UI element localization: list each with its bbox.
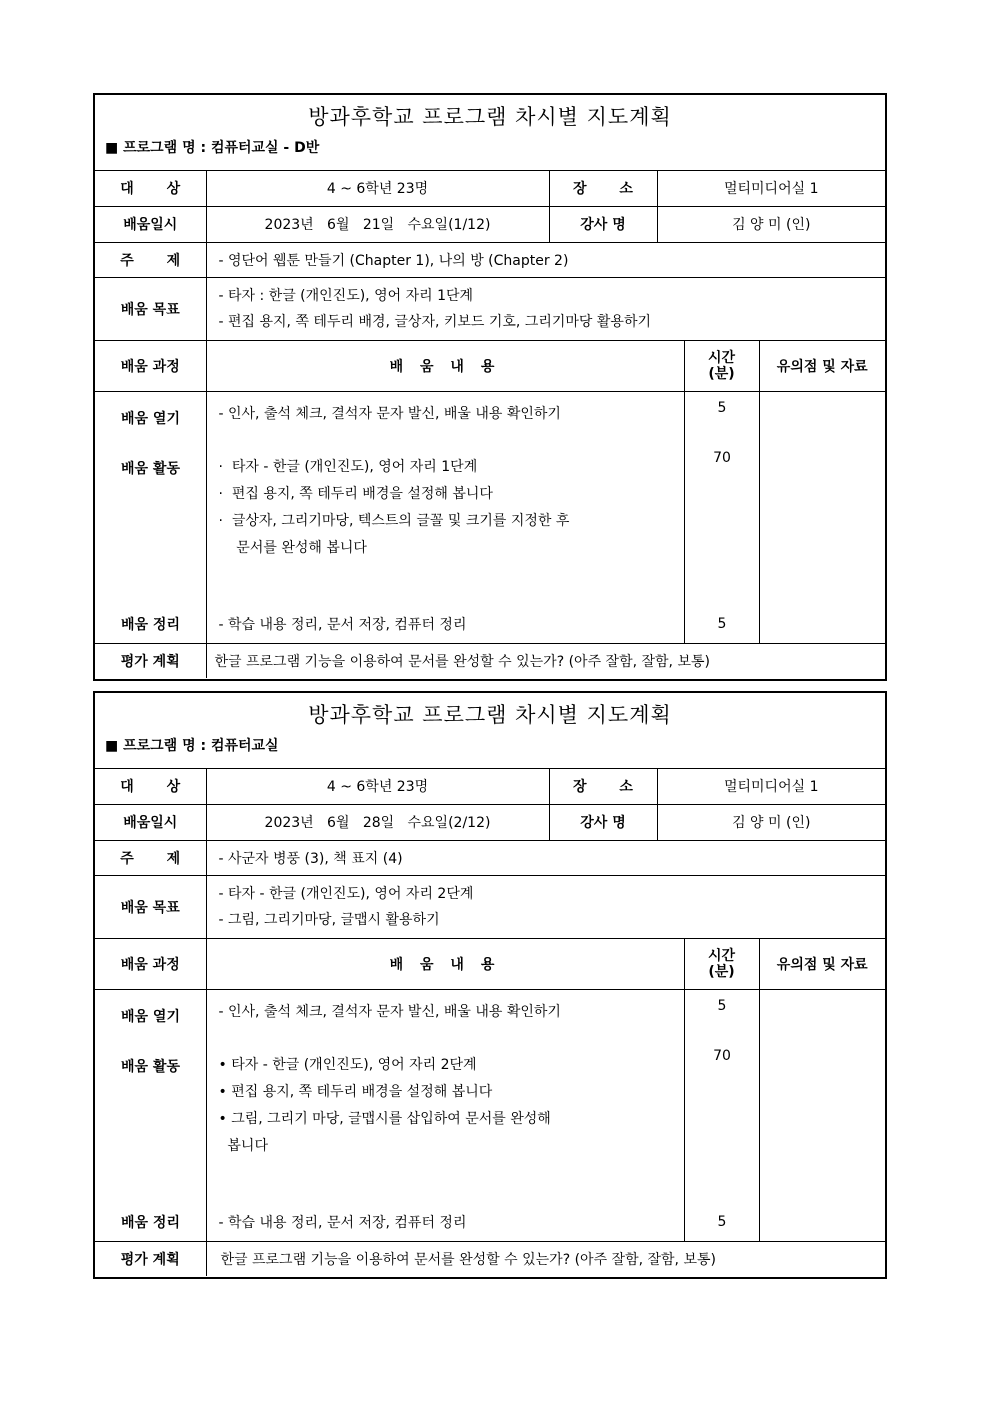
topic-label: 주 제: [95, 840, 206, 875]
eval-label: 평가 계획: [95, 1241, 206, 1276]
activity-line: • 타자 - 한글 (개인진도), 영어 자리 2단계: [218, 1056, 477, 1073]
goal-value: [206, 875, 885, 938]
place-label: 장 소: [549, 769, 657, 804]
activity-content: [219, 1052, 551, 1160]
notes-label: 유의점 및 자료: [759, 340, 885, 391]
teacher-label: 강사 명: [549, 804, 657, 840]
open-content: - 인사, 출석 체크, 결석자 문자 발신, 배울 내용 확인하기: [218, 405, 561, 422]
content-label: 배 움 내 용: [206, 938, 684, 989]
goal-line: - 편집 용지, 쪽 테두리 배경, 글상자, 키보드 기호, 그리기마당 활용하기: [218, 313, 652, 330]
content-label: 배 움 내 용: [206, 340, 684, 391]
goal-label: 배움 목표: [95, 875, 206, 938]
eval-label: 평가 계획: [95, 643, 206, 678]
activity-line: · 편집 용지, 쪽 테두리 배경을 설정해 봅니다: [218, 485, 493, 502]
place-value: 멀티미디어실 1: [657, 171, 885, 206]
lesson-plan-2: [93, 691, 887, 1279]
stage-activity: 배움 활동: [121, 1058, 180, 1075]
activity-line: • 그림, 그리기 마당, 글맵시를 삽입하여 문서를 완성해: [218, 1110, 551, 1127]
date-label: 배움일시: [95, 804, 206, 840]
goal-label: 배움 목표: [95, 277, 206, 340]
plan-title: 방과후학교 프로그램 차시별 지도계획: [308, 105, 672, 129]
time-close: 5: [717, 615, 727, 632]
plan-title: 방과후학교 프로그램 차시별 지도계획: [308, 703, 672, 727]
activity-line: · 타자 - 한글 (개인진도), 영어 자리 1단계: [218, 458, 478, 475]
eval-value: 한글 프로그램 기능을 이용하여 문서를 완성할 수 있는가? (아주 잘함, 잘함, 보통): [206, 643, 885, 678]
close-content: - 학습 내용 정리, 문서 저장, 컴퓨터 정리: [218, 1214, 467, 1231]
plan-table: [95, 769, 885, 1276]
notes-column: [759, 391, 885, 643]
process-label: 배움 과정: [95, 938, 206, 989]
time-open: 5: [717, 997, 727, 1014]
open-content: - 인사, 출석 체크, 결석자 문자 발신, 배울 내용 확인하기: [218, 1003, 561, 1020]
time-close: 5: [717, 1213, 727, 1230]
target-value: 4 ~ 6학년 23명: [206, 171, 549, 206]
stage-open: 배움 열기: [121, 410, 180, 427]
close-content: - 학습 내용 정리, 문서 저장, 컴퓨터 정리: [218, 616, 467, 633]
teacher-value: 김 양 미 (인): [657, 804, 885, 840]
target-label: 대 상: [95, 171, 206, 206]
time-column: [684, 989, 759, 1241]
goal-value: [206, 277, 885, 340]
time-activity: 70: [713, 449, 731, 466]
topic-value: - 사군자 병풍 (3), 책 표지 (4): [206, 840, 885, 875]
goal-line: - 그림, 그리기마당, 글맵시 활용하기: [218, 911, 440, 928]
eval-value: 한글 프로그램 기능을 이용하여 문서를 완성할 수 있는가? (아주 잘함, 잘함, 보통): [206, 1241, 885, 1276]
content-column: [206, 391, 684, 643]
target-label: 대 상: [95, 769, 206, 804]
target-value: 4 ~ 6학년 23명: [206, 769, 549, 804]
stage-activity: 배움 활동: [121, 460, 180, 477]
process-label: 배움 과정: [95, 340, 206, 391]
teacher-label: 강사 명: [549, 206, 657, 242]
teacher-value: 김 양 미 (인): [657, 206, 885, 242]
date-value: 2023년 6월 21일 수요일(1/12): [206, 206, 549, 242]
program-name: ■ 프로그램 명 : 컴퓨터교실 - D반: [105, 140, 320, 156]
activity-content: [219, 454, 570, 562]
notes-column: [759, 989, 885, 1241]
activity-line: 문서를 완성해 봅니다: [218, 539, 367, 556]
place-value: 멀티미디어실 1: [657, 769, 885, 804]
time-open: 5: [717, 399, 727, 416]
program-name: ■ 프로그램 명 : 컴퓨터교실: [105, 738, 279, 754]
activity-line: · 글상자, 그리기마당, 텍스트의 글꼴 및 크기를 지정한 후: [218, 512, 570, 529]
plan-header: [95, 693, 885, 769]
stage-column: [95, 391, 206, 643]
activity-line: • 편집 용지, 쪽 테두리 배경을 설정해 봅니다: [218, 1083, 493, 1100]
activity-line: 봅니다: [218, 1137, 268, 1154]
topic-value: - 영단어 웹툰 만들기 (Chapter 1), 나의 방 (Chapter 2): [206, 242, 885, 277]
date-label: 배움일시: [95, 206, 206, 242]
stage-close: 배움 정리: [121, 1214, 180, 1231]
time-column: [684, 391, 759, 643]
time-activity: 70: [713, 1047, 731, 1064]
stage-open: 배움 열기: [121, 1008, 180, 1025]
plan-table: [95, 171, 885, 678]
goal-line: - 타자 : 한글 (개인진도), 영어 자리 1단계: [218, 287, 474, 304]
goal-line: - 타자 - 한글 (개인진도), 영어 자리 2단계: [218, 885, 474, 902]
plan-header: [95, 95, 885, 171]
stage-column: [95, 989, 206, 1241]
place-label: 장 소: [549, 171, 657, 206]
content-column: [206, 989, 684, 1241]
stage-close: 배움 정리: [121, 616, 180, 633]
notes-label: 유의점 및 자료: [759, 938, 885, 989]
topic-label: 주 제: [95, 242, 206, 277]
lesson-plan-1: [93, 93, 887, 681]
time-label: 시간 (분): [684, 938, 759, 989]
time-label: 시간 (분): [684, 340, 759, 391]
date-value: 2023년 6월 28일 수요일(2/12): [206, 804, 549, 840]
